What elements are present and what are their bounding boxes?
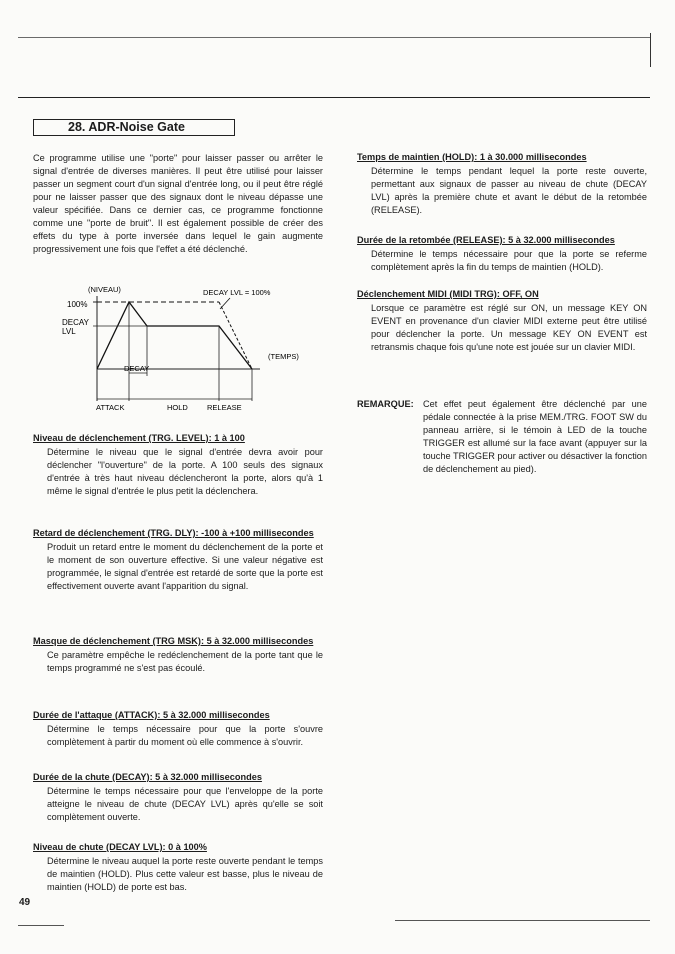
section-trg-msk — [33, 636, 323, 675]
corner-crop-mark — [650, 33, 651, 67]
section-body: Détermine le niveau auquel la porte reste ouverte pendant le temps de maintien (HOLD). Plus cette valeur est basse, plus le niveau de maintien (HOLD) de porte est bas. — [47, 855, 323, 892]
section-body: Ce paramètre empêche le redéclenchement de la porte tant que le temps programmé ne s'est pas écoulé. — [47, 649, 323, 673]
top-rule — [18, 37, 650, 38]
section-body: Lorsque ce paramètre est réglé sur ON, un message KEY ON EVENT en provenance d'un clavier MIDI externe peut être utilisé pour déclencher la porte. Un message KEY ON EVENT est retransmis chaque fois qu'une note est jouée sur un clavier MIDI. — [371, 302, 647, 352]
section-attack — [33, 710, 323, 749]
envelope-curve — [97, 302, 252, 369]
page-title: 28. ADR-Noise Gate — [68, 120, 185, 134]
section-trg-dly — [33, 528, 323, 593]
release-phase-label: RELEASE — [207, 403, 242, 412]
level-axis-label: (NIVEAU) — [88, 285, 121, 294]
section-title: Masque de déclenchement (TRG MSK): 5 à 32.000 millisecondes — [33, 636, 314, 646]
decay-lvl-label-line2: LVL — [62, 327, 76, 336]
section-body: Détermine le niveau que le signal d'entrée devra avoir pour déclencher "l'ouverture" de la porte. A 100 seuls des signaux d'entrée à très haut niveau déclencheront la porte, alors qu'à 1 même le signal d'entrée le plus petit la déclenchera. — [47, 446, 323, 496]
remark-block — [357, 398, 647, 476]
envelope-diagram — [55, 284, 325, 416]
page-number: 49 — [19, 897, 31, 908]
hundred-percent-label: 100% — [67, 300, 88, 309]
section-title: Durée de la retombée (RELEASE): 5 à 32.000 millisecondes — [357, 235, 615, 245]
section-body: Détermine le temps nécessaire pour que la porte se referme complètement après la fin du temps de maintien (HOLD). — [371, 248, 647, 272]
section-title: Déclenchement MIDI (MIDI TRG): OFF, ON — [357, 289, 539, 299]
section-trg-level — [33, 433, 323, 498]
decay-lvl-annotation: DECAY LVL = 100% — [203, 288, 271, 297]
decay-lvl-label-line1: DECAY — [62, 318, 89, 327]
section-body: Détermine le temps nécessaire pour que l'enveloppe de la porte atteigne le niveau de chute (DECAY LVL) après qu'elle se soit complètement ouverte. — [47, 785, 323, 822]
envelope-svg — [55, 284, 325, 416]
section-body: Détermine le temps nécessaire pour que la porte s'ouvre complètement à partir du moment où elle commence à s'ouvrir. — [47, 723, 323, 747]
attack-phase-label: ATTACK — [96, 403, 125, 412]
section-title: Retard de déclenchement (TRG. DLY): -100 à +100 millisecondes — [33, 528, 314, 538]
section-hold — [357, 152, 647, 217]
time-axis-label: (TEMPS) — [268, 352, 299, 361]
section-title: Durée de l'attaque (ATTACK): 5 à 32.000 millisecondes — [33, 710, 270, 720]
decay-lvl-pointer — [220, 298, 230, 309]
bottom-left-rule — [18, 925, 64, 926]
section-title: Niveau de chute (DECAY LVL): 0 à 100% — [33, 842, 207, 852]
section-midi-trg — [357, 289, 647, 354]
intro-paragraph: Ce programme utilise une "porte" pour laisser passer ou arrêter le signal d'entrée de diverses manières. Il peut être utilisé pour laisser passer un segment court d'un signal d'entrée long, ou il peut être réglé pour ne laisser passer que des signaux dont le niveau dépasse une valeur spécifiée. Dans ce dernier cas, ce programme fonctionne comme une "porte de bruit". Il est également possible de créer des effets du type à porte inversée dans lequel le gain augmente progressivement une fois que l'effet a été déclenché. — [33, 153, 323, 254]
section-title: Durée de la chute (DECAY): 5 à 32.000 millisecondes — [33, 772, 262, 782]
section-decay — [33, 772, 323, 824]
section-title: Niveau de déclenchement (TRG. LEVEL): 1 à 100 — [33, 433, 245, 443]
remark-text: Cet effet peut également être déclenché par une pédale connectée à la prise MEM./TRG. FOOT SW du panneau arrière, si le témoin à LED de la touche TRIGGER est allumé sur la face avant (appuyer sur la touche TRIGGER pour activer ou désactiver la fonction de déclenchement au pied). — [423, 399, 648, 474]
section-title-box — [33, 119, 235, 136]
hold-phase-label: HOLD — [167, 403, 188, 412]
full-level-release-dash — [219, 302, 252, 369]
header-rule — [18, 97, 650, 98]
section-decay-lvl — [33, 842, 323, 894]
section-title: Temps de maintien (HOLD): 1 à 30.000 millisecondes — [357, 152, 587, 162]
section-release — [357, 235, 647, 274]
section-body: Détermine le temps pendant lequel la porte reste ouverte, permettant aux signaux de passer au niveau de chute (DECAY LVL) après la première chute et avant le début de la retombée (RELEASE). — [371, 165, 647, 215]
remark-label: REMARQUE: — [357, 399, 414, 409]
section-body: Produit un retard entre le moment du déclenchement de la porte et le moment de son ouverture effective. Si une valeur négative est programmée, le signal d'entrée est retardé de sorte que la porte est effectivement ouverte avant l'apparition du signal. — [47, 541, 323, 591]
decay-phase-label: DECAY — [124, 364, 150, 373]
bottom-right-rule — [395, 920, 650, 921]
